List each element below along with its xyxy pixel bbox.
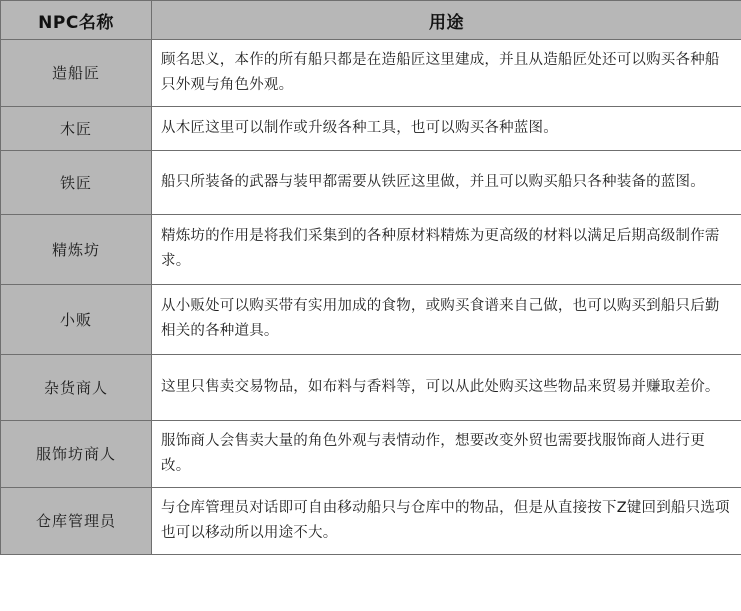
table-row [1, 150, 741, 214]
npc-usage-cell: 这里只售卖交易物品，如布料与香料等，可以从此处购买这些物品来贸易并赚取差价。 [152, 354, 741, 420]
table-header-row [1, 1, 741, 40]
npc-usage-cell: 与仓库管理员对话即可自由移动船只与仓库中的物品，但是从直接按下Z键回到船只选项也可以移动所以用途不大。 [152, 487, 741, 554]
npc-name-cell: 铁匠 [1, 150, 152, 214]
npc-name-cell: 仓库管理员 [1, 487, 152, 554]
table-row [1, 420, 741, 487]
column-header-usage: 用途 [152, 1, 741, 40]
npc-name-cell: 服饰坊商人 [1, 420, 152, 487]
column-header-npc-name: NPC名称 [1, 1, 152, 40]
table-body [1, 40, 741, 555]
table-row [1, 106, 741, 150]
npc-usage-cell: 服饰商人会售卖大量的角色外观与表情动作，想要改变外贸也需要找服饰商人进行更改。 [152, 420, 741, 487]
npc-name-cell: 精炼坊 [1, 214, 152, 284]
npc-name-cell: 杂货商人 [1, 354, 152, 420]
npc-name-cell: 木匠 [1, 106, 152, 150]
table-header [1, 1, 741, 40]
table-row [1, 214, 741, 284]
npc-usage-cell: 船只所装备的武器与装甲都需要从铁匠这里做，并且可以购买船只各种装备的蓝图。 [152, 150, 741, 214]
npc-usage-cell: 从木匠这里可以制作或升级各种工具，也可以购买各种蓝图。 [152, 106, 741, 150]
npc-usage-cell: 精炼坊的作用是将我们采集到的各种原材料精炼为更高级的材料以满足后期高级制作需求。 [152, 214, 741, 284]
npc-usage-cell: 从小贩处可以购买带有实用加成的食物，或购买食谱来自己做，也可以购买到船只后勤相关的各种道具。 [152, 284, 741, 354]
table-row [1, 487, 741, 554]
table-row [1, 354, 741, 420]
table-row [1, 284, 741, 354]
npc-name-cell: 造船匠 [1, 40, 152, 107]
table-row [1, 40, 741, 107]
npc-name-cell: 小贩 [1, 284, 152, 354]
npc-usage-cell: 顾名思义，本作的所有船只都是在造船匠这里建成，并且从造船匠处还可以购买各种船只外观与角色外观。 [152, 40, 741, 107]
